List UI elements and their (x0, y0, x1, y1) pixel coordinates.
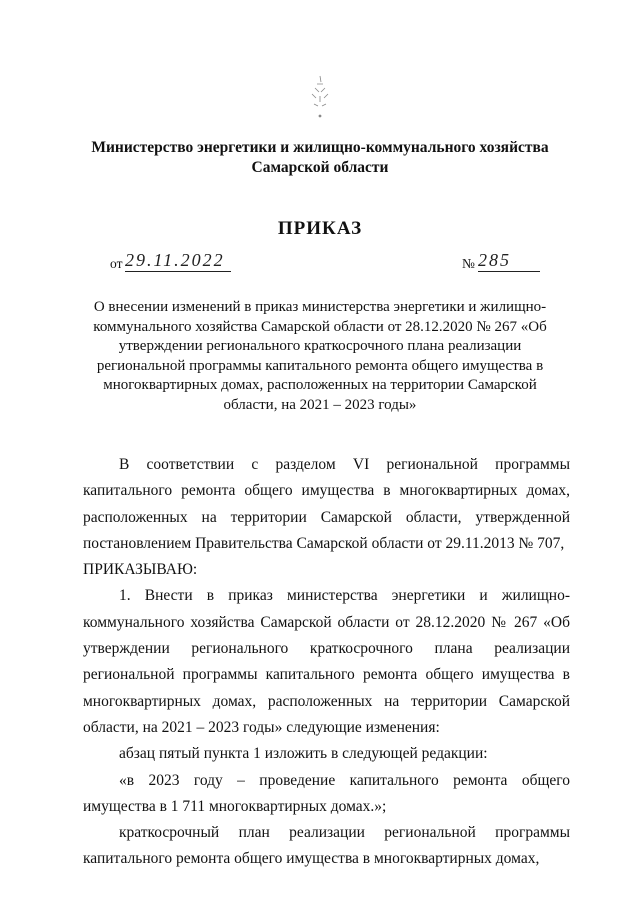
coat-of-arms-icon (300, 72, 340, 122)
order-date-number-row (110, 249, 540, 275)
date-value: 29.11.2022 (125, 249, 231, 272)
order-subject: О внесении изменений в приказ министерства энергетики и жилищно-коммунального хозяйства Самарской области от 28.12.2020 № 267 «Об утверждении регионального краткосрочного плана реализации региональной программы капитального ремонта общего имущества в многоквартирных домах, расположенных на территории Самарской области, на 2021 – 2023 годы» (93, 299, 547, 413)
paragraph-item-1: 1. Внести в приказ министерства энергетики и жилищно-коммунального хозяйства Самарской области от 28.12.2020 № 267 «Об утверждении регионального краткосрочного плана реализации региональной программы капитального ремонта общего имущества в многоквартирных домах, расположенных на территории Самарской области, на 2021 – 2023 годы» следующие изменения: (83, 587, 570, 736)
order-body (83, 452, 570, 873)
date-label: от (110, 256, 123, 271)
paragraph-basis: В соответствии с разделом VI региональной программы капитального ремонта общего имущества в многоквартирных домах, расположенных на территории Самарской области, утвержденной постановлением Правительства Самарской области от 29.11.2013 № 707, (83, 456, 570, 552)
number-label: № (462, 256, 475, 271)
order-title: ПРИКАЗ (277, 218, 363, 239)
paragraph-order: ПРИКАЗЫВАЮ: (83, 561, 198, 579)
paragraph-plan: краткосрочный план реализации региональной программы капитального ремонта общего имущества в многоквартирных домах, (83, 824, 570, 868)
ministry-line-2: Самарской области (251, 159, 389, 176)
paragraph-amendment-intro: абзац пятый пункта 1 изложить в следующей редакции: (119, 745, 488, 763)
paragraph-amendment-text: «в 2023 году – проведение капитального ремонта общего имущества в 1 711 многоквартирных домах.»; (83, 771, 570, 815)
number-value: 285 (478, 249, 540, 272)
ministry-name (60, 138, 580, 178)
ministry-line-1: Министерство энергетики и жилищно-коммунального хозяйства (91, 139, 549, 156)
